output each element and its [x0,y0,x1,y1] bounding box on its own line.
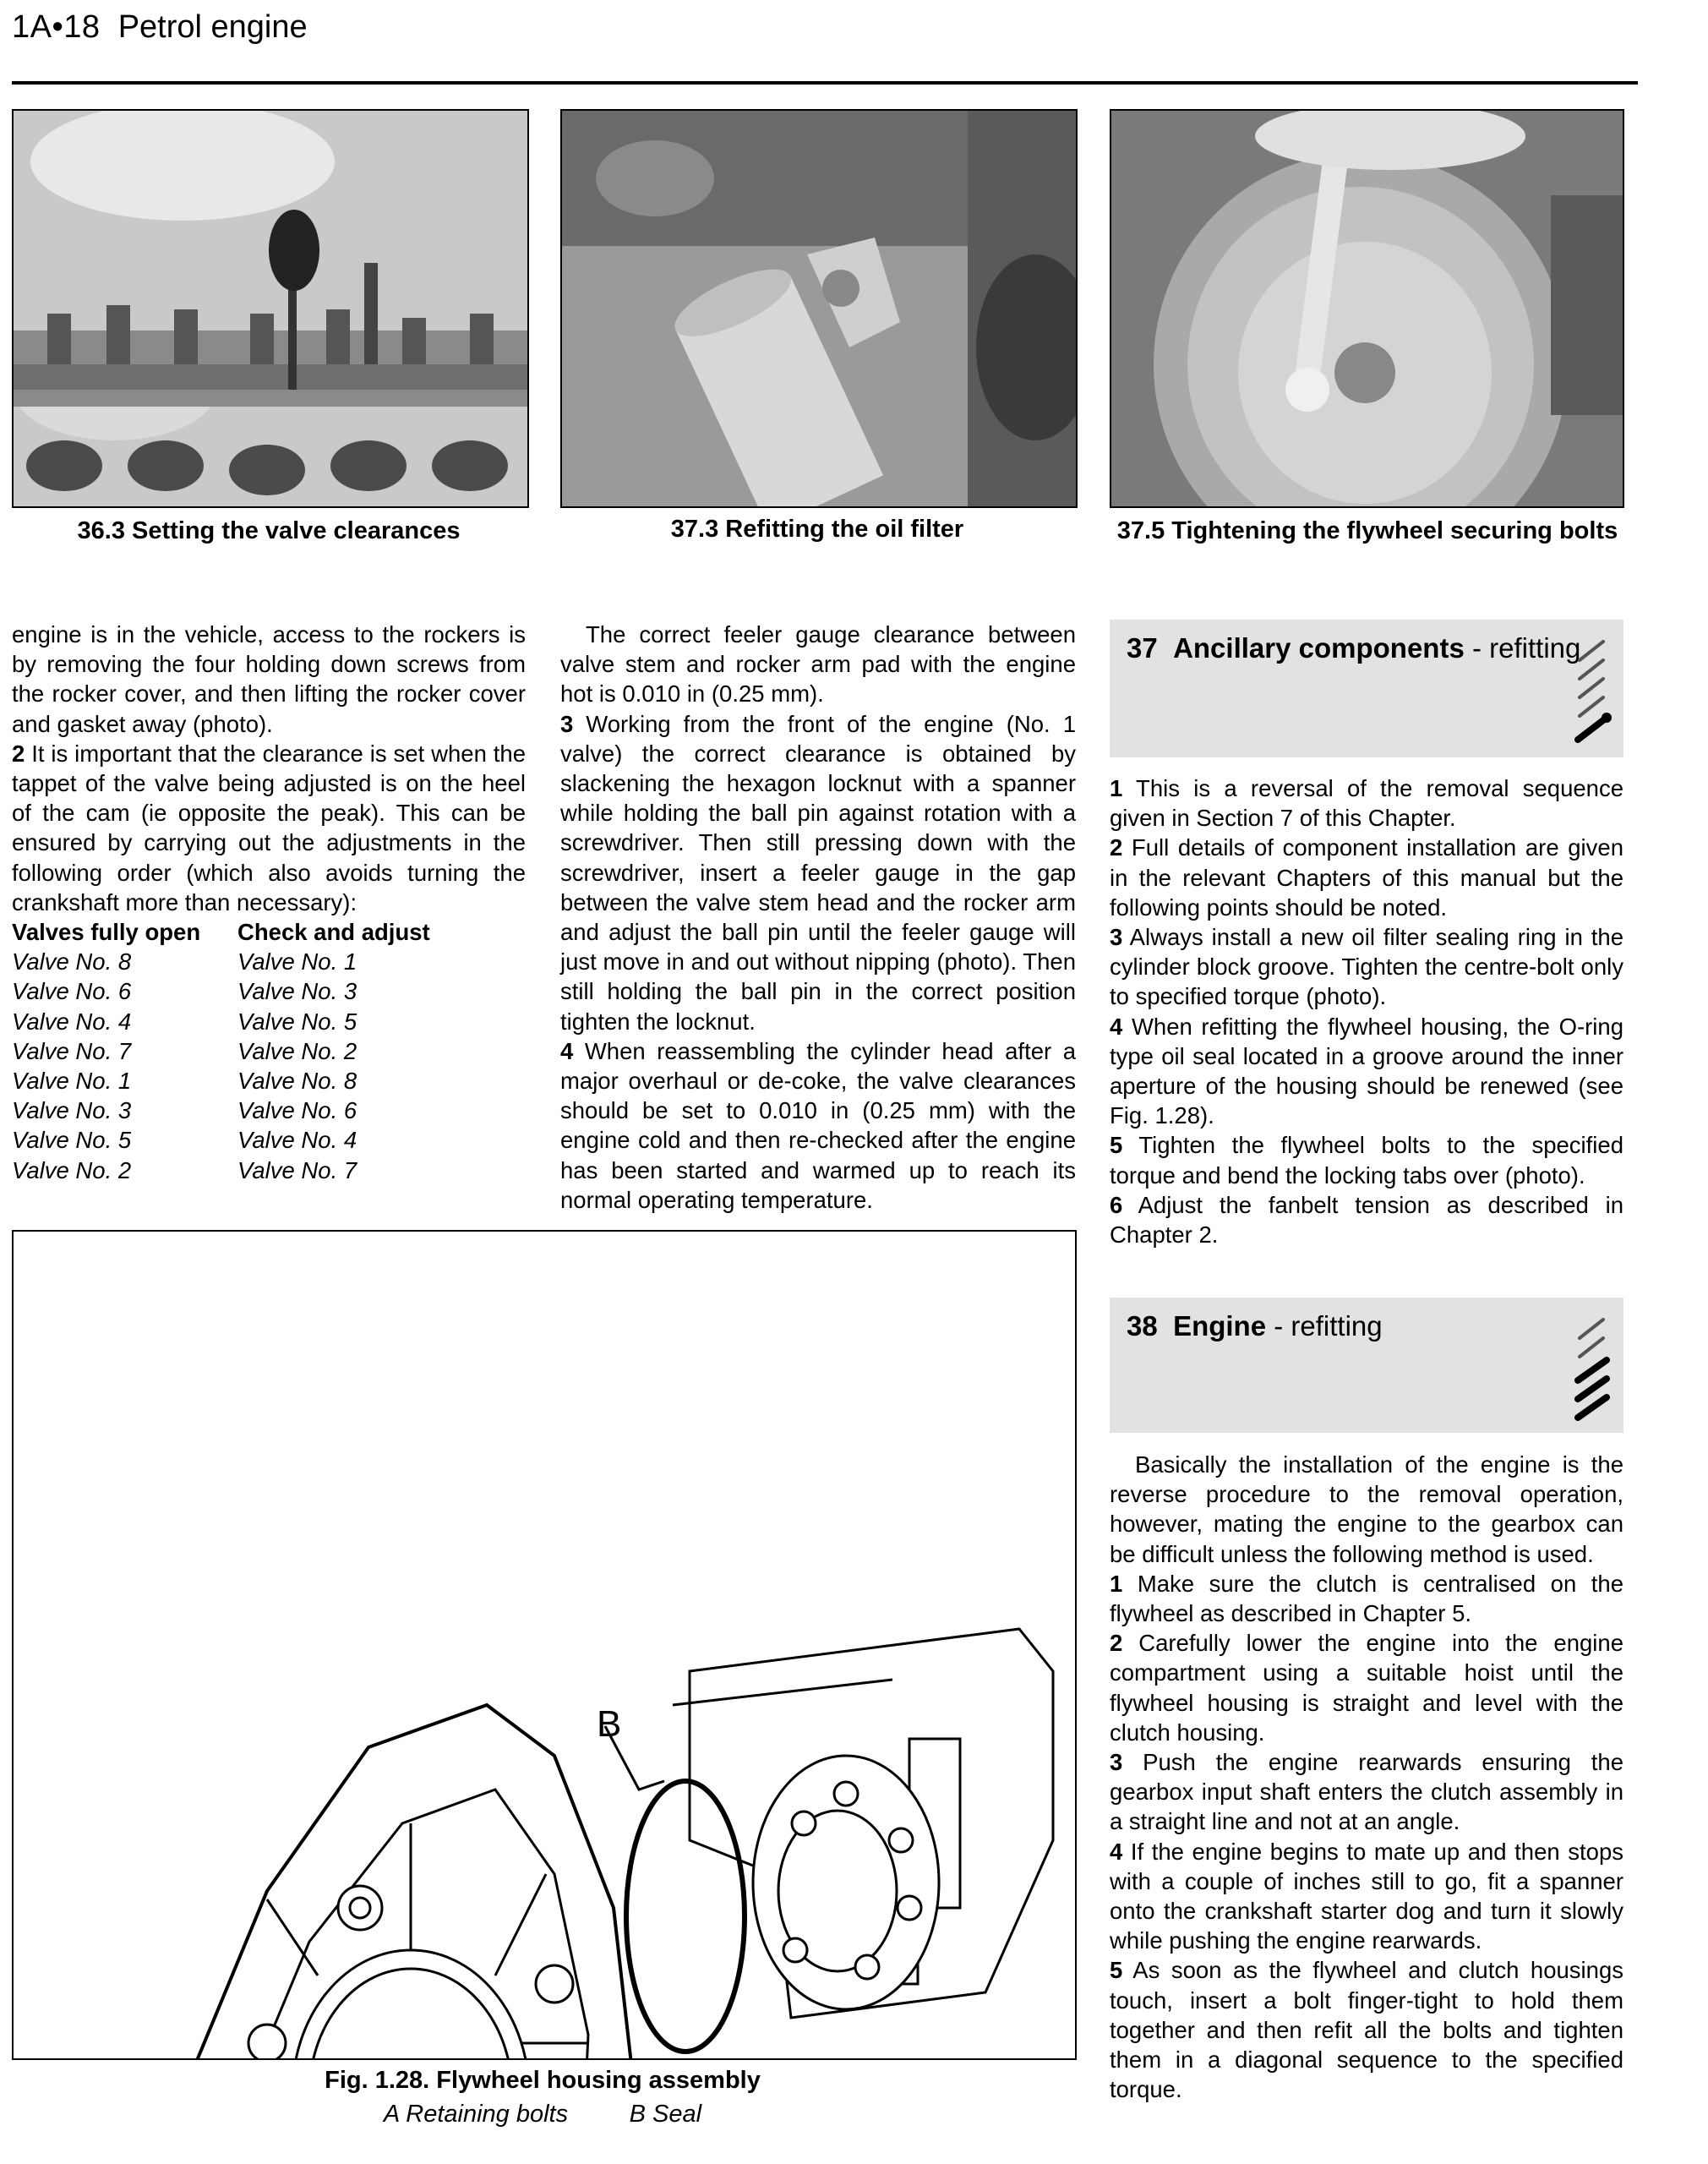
column-1 [12,620,526,1185]
section-37-heading [1110,620,1623,757]
valve-order-table [12,917,526,1185]
step [1110,1747,1623,1837]
photo-caption-36-3: 36.3 Setting the valve clearances [77,517,461,544]
step-number: 4 [1110,1838,1123,1865]
table-header: Check and adjust [237,919,430,946]
table-cell: Valve No. 1 [237,948,357,975]
table-cell: Valve No. 5 [237,1008,357,1035]
step-text: If the engine begins to mate up and then stops with a couple of inches still to go, fit a spanner onto the crankshaft starter dog and turn it slowly while pushing the engine rearwards. [1110,1838,1623,1954]
step-number: 3 [1110,1749,1123,1776]
header-rule [12,81,1638,85]
step [1110,1190,1623,1249]
section-title-bold: Ancillary components [1173,632,1465,664]
page-header [12,7,308,47]
difficulty-spanner-icon [1574,1313,1612,1425]
table-cell: Valve No. 5 [12,1127,132,1154]
table-cell: Valve No. 4 [12,1008,132,1035]
step-number: 3 [560,710,574,737]
paragraph-4 [560,1036,1076,1215]
table-row [12,1066,526,1096]
figure-flywheel-housing [12,1230,1077,2060]
step-number: 4 [1110,1013,1123,1040]
paragraph-intro: Basically the installation of the engine is the reverse procedure to the removal operation, however, mating the engine to the gearbox can be difficult unless the following method is used. [1110,1451,1623,1567]
table-cell: Valve No. 7 [12,1037,132,1064]
table-cell: Valve No. 4 [237,1127,357,1154]
flywheel-housing-drawing [14,1232,1075,2058]
section-38-heading [1110,1298,1623,1433]
step-text: When reassembling the cylinder head after a major overhaul or de-coke, the valve clearances should be set to 0.010 in (0.25 mm) with the engine cold and then re-checked after the engine has been started and warmed up to reach its normal operating temperature. [560,1037,1076,1213]
table-header-row [12,917,526,947]
step [1110,1569,1623,1628]
table-cell: Valve No. 3 [237,978,357,1005]
step-text: As soon as the flywheel and clutch housings touch, insert a bolt finger-tight to hold them together and then refit all the bolts and tighten them in a diagonal sequence to the specified torque. [1110,1957,1623,2103]
step-number: 6 [1110,1191,1123,1218]
page-title: Petrol engine [117,9,308,45]
step-text: When refitting the flywheel housing, the O-ring type oil seal located in a groove around the inner aperture of the housing should be renewed (see Fig. 1.28). [1110,1013,1623,1129]
paragraph-2 [12,739,526,917]
figure-label-b: B [597,1703,622,1745]
legend-b: B Seal [629,2101,702,2128]
table-row [12,976,526,1006]
section-38-body [1110,1450,1623,2104]
table-cell: Valve No. 2 [237,1037,357,1064]
table-cell: Valve No. 6 [237,1097,357,1124]
legend-a: A Retaining bolts [383,2101,569,2128]
step-number: 5 [1110,1957,1123,1984]
step-text: Carefully lower the engine into the engine compartment using a suitable hoist until the flywheel housing is straight and level with the clutch housing. [1110,1630,1623,1746]
table-cell: Valve No. 1 [12,1068,132,1095]
section-title [1127,1309,1383,1343]
step [1110,1955,1623,2104]
step-text: Working from the front of the engine (No. 1 valve) the correct clearance is obtained by slackening the hexagon locknut with a spanner while holding the ball pin against rotation with a screwdriver. Then still pressing down with the screwdriver, insert a feeler gauge in the gap between the valve stem head and the rocker arm and adjust the ball pin until the feeler gauge will just move in and out without nipping (photo). Then still holding the ball pin in the correct position tighten the locknut. [560,710,1076,1035]
step [1110,922,1623,1012]
step-number: 2 [12,740,25,767]
table-row [12,947,526,976]
difficulty-spanner-icon [1574,635,1612,747]
step [1110,1012,1623,1131]
step [1110,1628,1623,1747]
section-title-rest: - refitting [1464,632,1581,664]
photo-flywheel-bolts [1110,109,1624,508]
table-cell: Valve No. 6 [12,978,132,1005]
step-number: 2 [1110,834,1123,861]
step-number: 3 [1110,924,1123,951]
page-number: 1A•18 [12,9,101,45]
step-text: Always install a new oil filter sealing ring in the cylinder block groove. Tighten the centre-bolt only to specified torque (photo). [1110,924,1623,1010]
column-2 [560,620,1076,1215]
photo-oil-filter [560,109,1078,508]
section-title-bold: Engine [1173,1310,1267,1342]
figure-legend [12,2097,1073,2131]
table-row [12,1036,526,1066]
section-number: 37 [1127,632,1158,664]
step [1110,833,1623,922]
step-text: Full details of component installation are given in the relevant Chapters of this manual but the following points should be noted. [1110,834,1623,921]
photo-caption-37-5: 37.5 Tightening the flywheel securing bolts [1116,517,1618,544]
step-number: 5 [1110,1132,1123,1159]
table-header: Valves fully open [12,919,201,946]
section-title-rest: - refitting [1266,1310,1383,1342]
table-cell: Valve No. 2 [12,1156,132,1183]
photo-caption-37-3: 37.3 Refitting the oil filter [670,516,964,543]
figure-caption [12,2063,1073,2131]
table-cell: Valve No. 8 [237,1068,357,1095]
step [1110,1837,1623,1956]
table-row [12,1007,526,1036]
step-number: 2 [1110,1630,1123,1657]
step-number: 4 [560,1037,574,1064]
photo-valve-clearances [12,109,529,508]
table-row [12,1125,526,1155]
step [1110,773,1623,833]
step-text: Push the engine rearwards ensuring the gearbox input shaft enters the clutch assembly in a straight line and not at an angle. [1110,1749,1623,1835]
step-text: It is important that the clearance is set when the tappet of the valve being adjusted is on the heel of the cam (ie opposite the peak). This can be ensured by carrying out the adjustments in the following order (which also avoids turning the crankshaft more than necessary): [12,740,526,915]
step-number: 1 [1110,1570,1123,1597]
step-text: This is a reversal of the removal sequence given in Section 7 of this Chapter. [1110,775,1623,832]
step-number: 1 [1110,775,1123,801]
paragraph-intro: The correct feeler gauge clearance between valve stem and rocker arm pad with the engine hot is 0.010 in (0.25 mm). [560,621,1076,708]
step [1110,1130,1623,1189]
section-number: 38 [1127,1310,1158,1342]
table-row [12,1096,526,1125]
figure-title: Fig. 1.28. Flywheel housing assembly [325,2067,761,2094]
section-title [1127,631,1580,665]
table-row [12,1156,526,1185]
step-text: Adjust the fanbelt tension as described in Chapter 2. [1110,1191,1623,1249]
table-cell: Valve No. 3 [12,1097,132,1124]
paragraph-3 [560,709,1076,1036]
step-text: Tighten the flywheel bolts to the specified torque and bend the locking tabs over (photo). [1110,1132,1623,1189]
section-37-body [1110,773,1623,1249]
step-text: Make sure the clutch is centralised on the flywheel as described in Chapter 5. [1110,1570,1623,1627]
table-cell: Valve No. 7 [237,1156,357,1183]
paragraph-intro: engine is in the vehicle, access to the rockers is by removing the four holding down screws from the rocker cover, and then lifting the rocker cover and gasket away (photo). [12,621,526,737]
table-cell: Valve No. 8 [12,948,132,975]
